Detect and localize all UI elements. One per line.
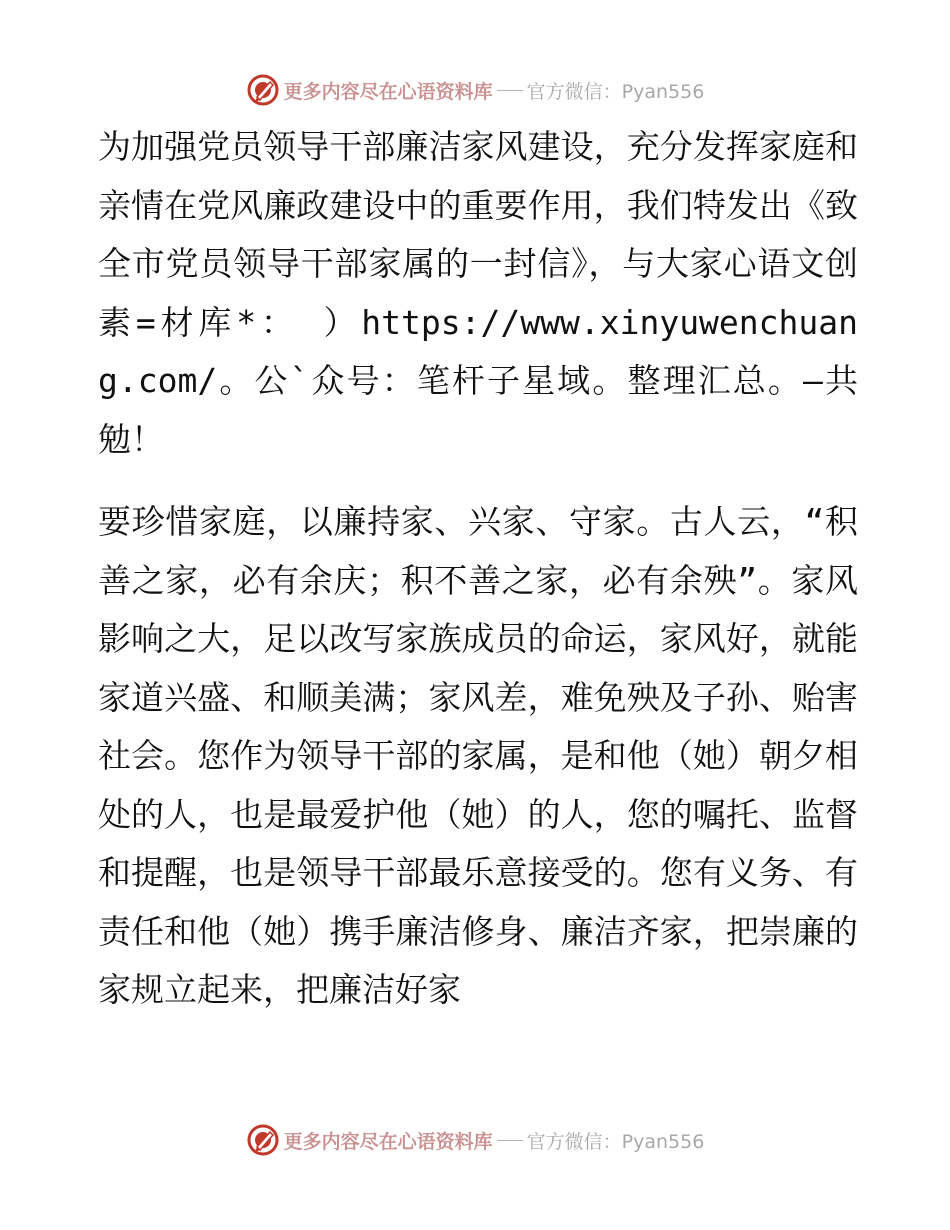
header-banner-main-text: 更多内容尽在心语资料库 [283, 80, 493, 103]
document-body [98, 118, 858, 1020]
pen-logo-icon [246, 1123, 280, 1157]
footer-banner-sub-text: 官方微信：Pyan556 [526, 1130, 705, 1153]
footer-banner-dash [497, 1140, 523, 1141]
footer-banner-main-text: 更多内容尽在心语资料库 [283, 1130, 493, 1153]
header-banner-dash [497, 90, 523, 91]
pen-logo-icon [246, 73, 280, 107]
header-watermark-banner [0, 70, 950, 110]
header-banner-sub-text: 官方微信：Pyan556 [526, 80, 705, 103]
paragraph-1: 为加强党员领导干部廉洁家风建设，充分发挥家庭和亲情在党风廉政建设中的重要作用，我们特发出《致全市党员领导干部家属的一封信》，与大家心语文创素=材库*： ）https://www.xinyuwenchuang.com/。公`众号：笔杆子星域。整理汇总。—共勉！ [98, 127, 858, 459]
paragraph-2: 要珍惜家庭，以廉持家、兴家、守家。古人云，“积善之家，必有余庆；积不善之家，必有余殃”。家风影响之大，足以改写家族成员的命运，家风好，就能家道兴盛、和顺美满；家风差，难免殃及子孙、贻害社会。您作为领导干部的家属，是和他（她）朝夕相处的人，也是最爱护他（她）的人，您的嘱托、监督和提醒，也是领导干部最乐意接受的。您有义务、有责任和他（她）携手廉洁修身、廉洁齐家，把崇廉的家规立起来，把廉洁好家 [98, 502, 858, 1009]
footer-watermark-banner [0, 1120, 950, 1160]
